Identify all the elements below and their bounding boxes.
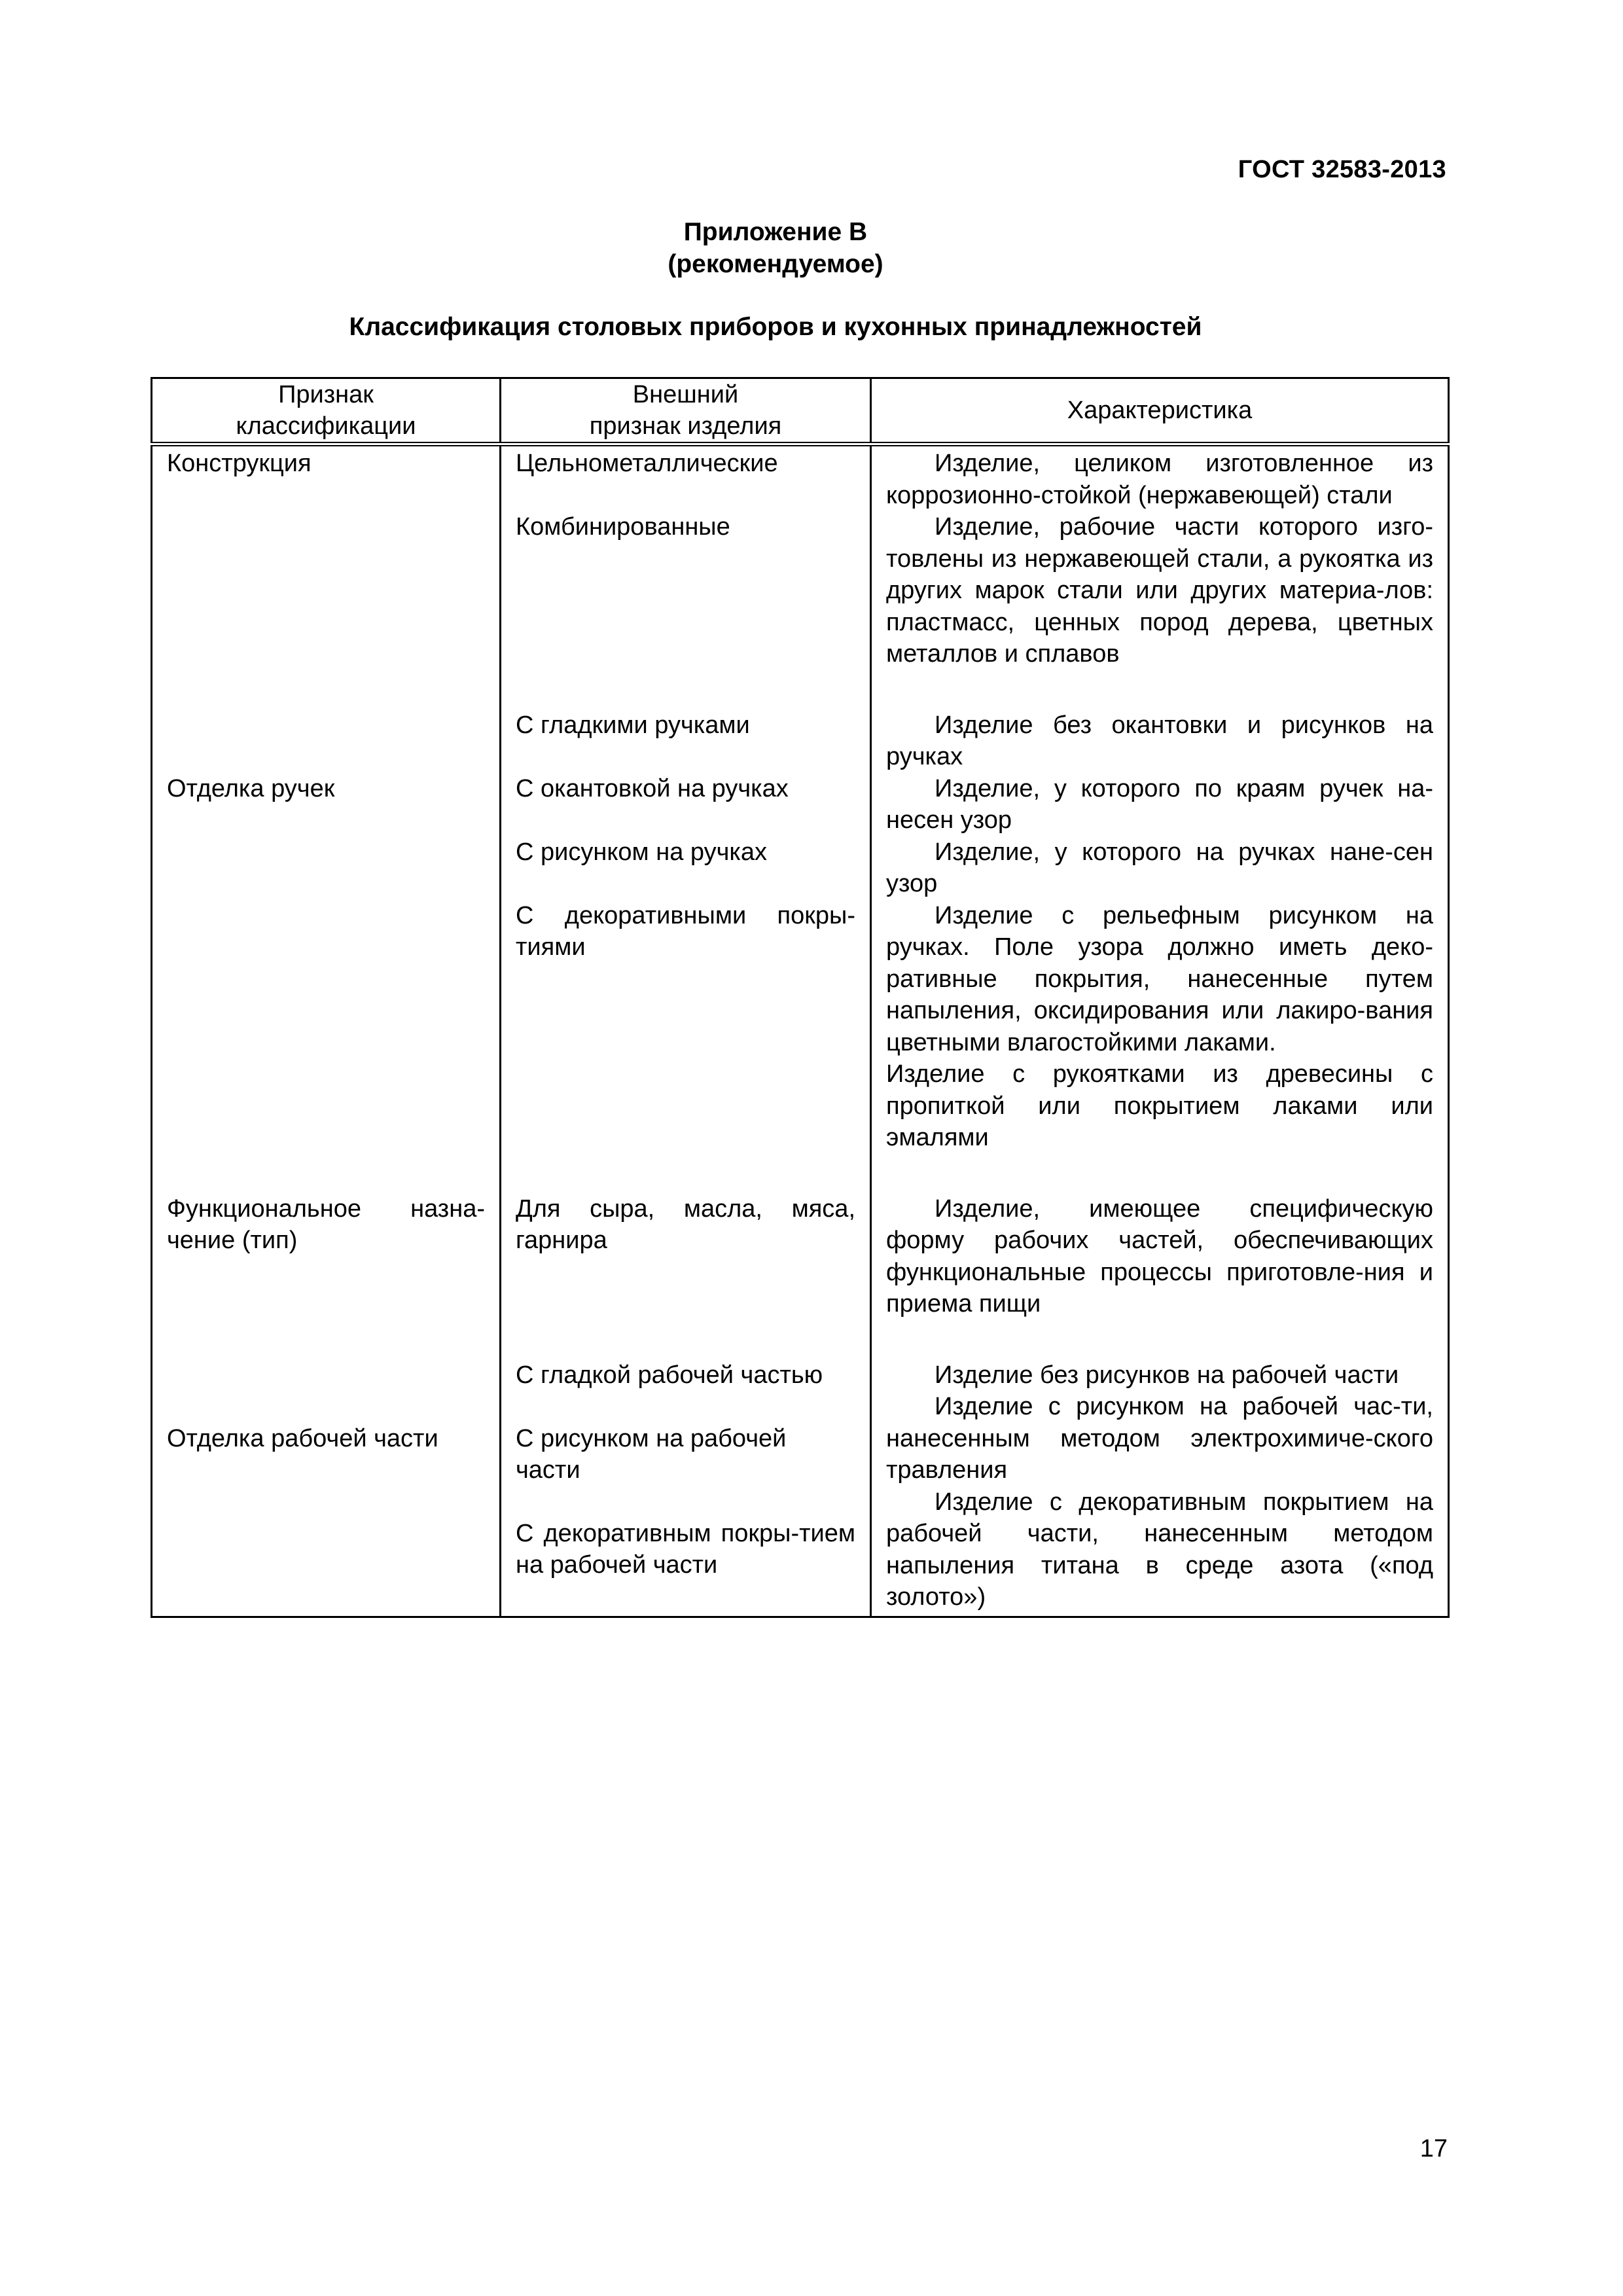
table-spacer [152, 1157, 1449, 1192]
description-solid-metal: Изделие, целиком изготовленное из коррозионно-стойкой (нержавеющей) стали [886, 450, 1433, 509]
sign-cell [501, 1192, 871, 1323]
feature-cell [152, 1358, 501, 1617]
feature-working-part-finish: Отделка рабочей части [167, 1424, 438, 1452]
sign-smooth-handles: С гладкими ручками [516, 711, 750, 739]
description-functional: Изделие, имеющее специфическую форму рабочих частей, обеспечивающих функциональные процессы приготовле-ния и приема пищи [886, 1194, 1433, 1318]
table-row [152, 1358, 1449, 1617]
appendix-heading [0, 216, 1551, 280]
sign-cell [501, 444, 871, 673]
classification-table [151, 377, 1450, 1618]
sign-patterned-working-part: С рисунком на рабочей части [516, 1424, 787, 1484]
description-edged-handles: Изделие, у которого по краям ручек на-несен узор [886, 774, 1433, 834]
description-wooden-handles: Изделие с рукоятками из древесины с пропиткой или покрытием лаками или эмалями [886, 1060, 1433, 1151]
sign-cell [501, 708, 871, 1157]
header-external-sign [501, 378, 871, 444]
feature-cell [152, 1192, 501, 1323]
sign-cheese-butter-meat: Для сыра, масла, мяса, гарнира [516, 1194, 855, 1254]
description-smooth-working-part: Изделие без рисунков на рабочей части [935, 1361, 1399, 1389]
table-spacer [152, 673, 1449, 708]
standard-code: ГОСТ 32583-2013 [1238, 156, 1446, 183]
table-spacer [152, 1323, 1449, 1358]
header-text: Признак [278, 381, 374, 408]
header-classification-feature [152, 378, 501, 444]
description-cell [871, 1358, 1449, 1617]
sign-patterned-handles: С рисунком на ручках [516, 838, 767, 866]
page-number: 17 [1419, 2135, 1448, 2162]
header-text: признак изделия [589, 412, 782, 440]
feature-cell [152, 708, 501, 1157]
description-decorative-working-part: Изделие с декоративным покрытием на рабочей части, нанесенным методом напыления титана в среде азота («под золото») [886, 1488, 1433, 1611]
description-cell [871, 708, 1449, 1157]
sign-solid-metal: Цельнометаллические [516, 450, 778, 477]
appendix-status: (рекомендуемое) [668, 250, 883, 278]
sign-smooth-working-part: С гладкой рабочей частью [516, 1361, 823, 1389]
appendix-label: Приложение В [683, 218, 868, 246]
table-row [152, 444, 1449, 673]
sign-decorative-coatings: С декоративными покры-тиями [516, 901, 855, 961]
sign-edged-handles: С окантовкой на ручках [516, 774, 789, 802]
description-decorative-coatings: Изделие с рельефным рисунком на ручках. Поле узора должно иметь деко-ративные покрытия, нанесенные путем напыления, оксидирования или лакиро-вания цветными влагостойкими лаками. [886, 901, 1433, 1056]
header-characteristic: Характеристика [871, 378, 1449, 444]
table-row [152, 708, 1449, 1157]
description-cell [871, 1192, 1449, 1323]
description-cell [871, 444, 1449, 673]
header-text: классификации [236, 412, 416, 440]
sign-combined: Комбинированные [516, 513, 730, 541]
table-row [152, 1192, 1449, 1323]
sign-cell [501, 1358, 871, 1617]
description-smooth-handles: Изделие без окантовки и рисунков на ручках [886, 711, 1433, 770]
feature-cell [152, 444, 501, 673]
description-patterned-working-part: Изделие с рисунком на рабочей час-ти, нанесенным методом электрохимиче-ского травления [886, 1393, 1433, 1484]
document-title: Классификация столовых приборов и кухонных принадлежностей [349, 313, 1202, 341]
feature-handle-finish: Отделка ручек [167, 774, 335, 802]
description-patterned-handles: Изделие, у которого на ручках нане-сен узор [886, 838, 1433, 897]
feature-construction: Конструкция [167, 450, 312, 477]
header-text: Внешний [632, 381, 739, 408]
description-combined: Изделие, рабочие части которого изго-товлены из нержавеющей стали, а рукоятка из других марок стали или других материа-лов: пластмасс, ценных пород дерева, цветных металлов и сплавов [886, 513, 1433, 668]
feature-functional-purpose: Функциональное назна-чение (тип) [167, 1194, 485, 1254]
table-header-row [152, 378, 1449, 444]
sign-decorative-working-part: С декоративным покры-тием на рабочей части [516, 1519, 855, 1579]
